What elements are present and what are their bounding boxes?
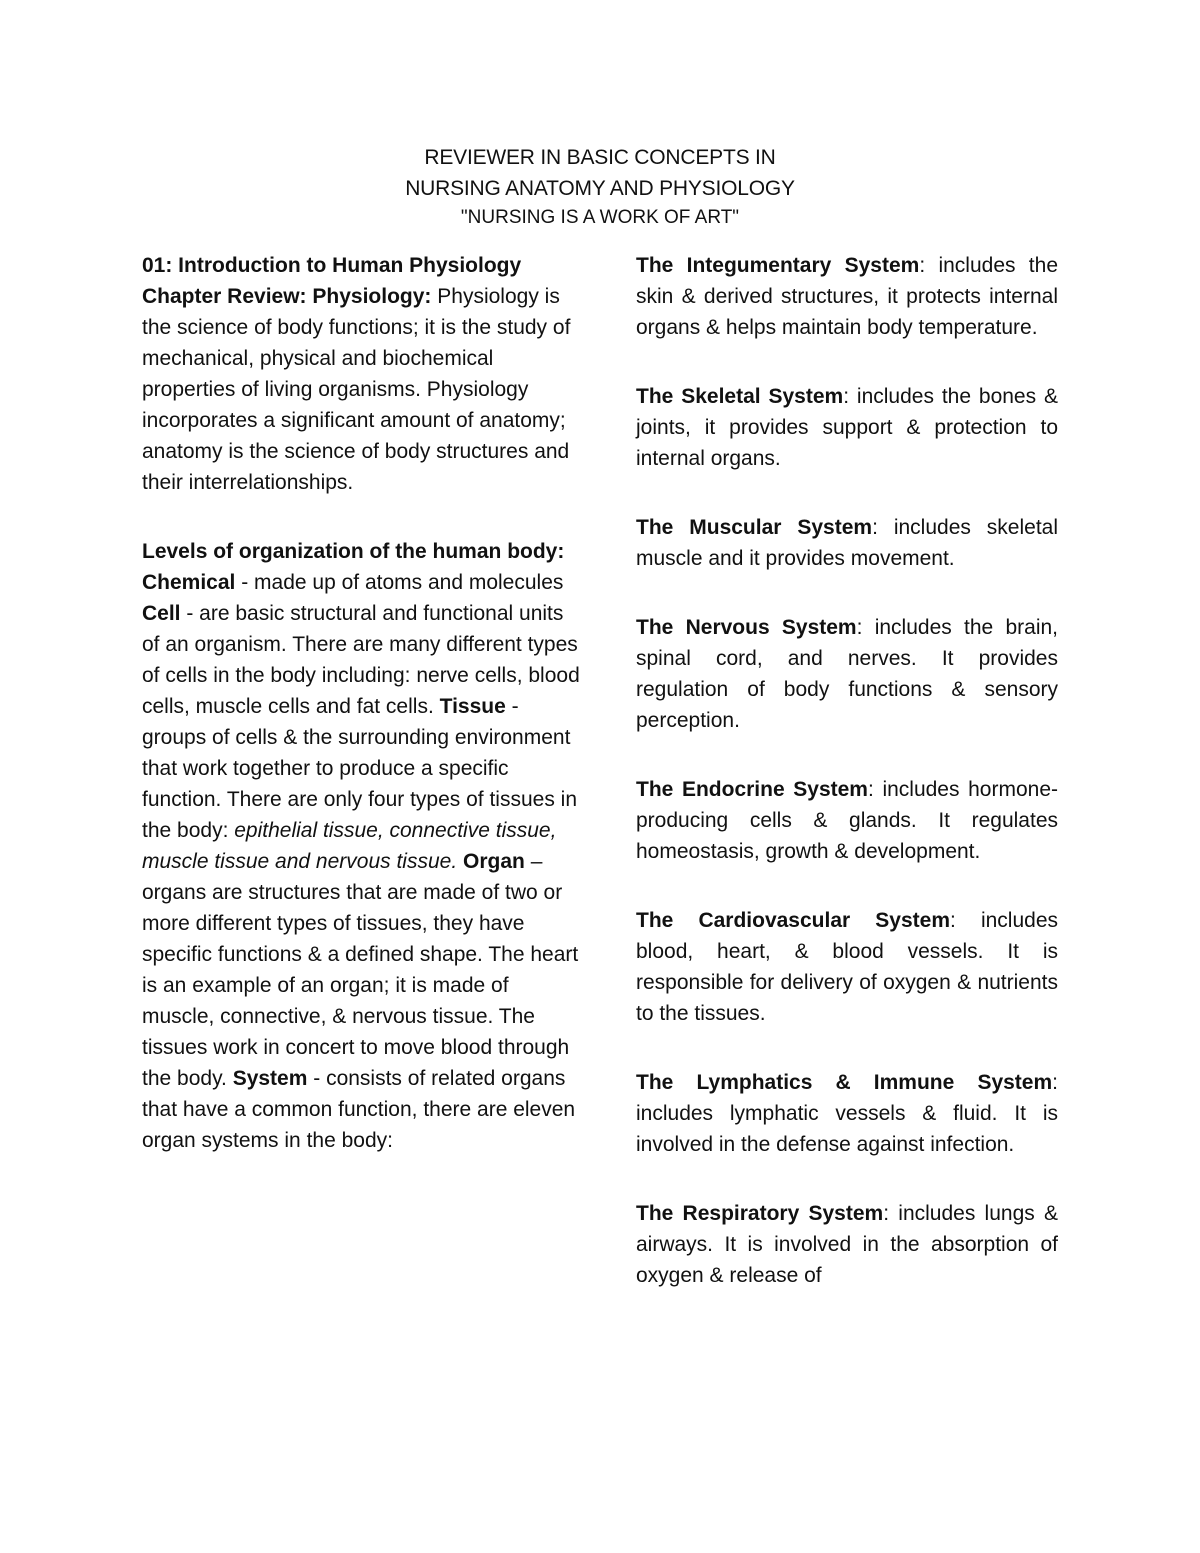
system-integumentary	[636, 250, 1058, 343]
system-description: : includes skeletal muscle and it provides movement.	[636, 516, 1058, 570]
system-nervous	[636, 612, 1058, 736]
system-cardiovascular	[636, 905, 1058, 1029]
cell-text: - are basic structural and functional units of an organism. There are many different types of cells in the body including: nerve cells, blood cells, muscle cells and fat cells.	[142, 602, 580, 718]
system-description: : includes the brain, spinal cord, and nerves. It provides regulation of body functions & sensory perception.	[636, 616, 1059, 732]
chemical-label: Chemical	[142, 571, 236, 594]
system-respiratory	[636, 1198, 1058, 1291]
system-description: : includes lymphatic vessels & fluid. It is involved in the defense against infection.	[636, 1071, 1058, 1156]
title-line-2: NURSING ANATOMY AND PHYSIOLOGY	[405, 177, 795, 200]
system-description: : includes hormone-producing cells & glands. It regulates homeostasis, growth & development.	[636, 778, 1058, 863]
system-name: The Skeletal System	[636, 385, 844, 408]
left-column	[142, 250, 582, 1156]
tissue-text: - groups of cells & the surrounding environment that work together to produce a specific function. There are only four types of tissues in the body:	[142, 695, 578, 842]
system-name: The Respiratory System	[636, 1202, 884, 1225]
physiology-paragraph	[142, 250, 582, 498]
document-header	[0, 142, 1200, 232]
physiology-label: Physiology:	[312, 285, 432, 308]
system-muscular	[636, 512, 1058, 574]
organ-label: Organ	[463, 850, 525, 873]
system-skeletal	[636, 381, 1058, 474]
levels-paragraph	[142, 536, 582, 1156]
tissue-types: epithelial tissue, connective tissue, muscle tissue and nervous tissue.	[142, 819, 557, 873]
system-description: : includes the bones & joints, it provides support & protection to internal organs.	[636, 385, 1058, 470]
title-line-1: REVIEWER IN BASIC CONCEPTS IN	[424, 146, 776, 169]
system-label: System	[232, 1067, 308, 1090]
chemical-text: - made up of atoms and molecules	[241, 571, 564, 594]
system-text: - consists of related organs that have a common function, there are eleven organ systems in the body:	[142, 1067, 576, 1152]
system-name: The Endocrine System	[636, 778, 868, 801]
system-description: : includes lungs & airways. It is involved in the absorption of oxygen & release of	[636, 1202, 1058, 1287]
right-column	[636, 250, 1058, 1291]
cell-label: Cell	[142, 602, 181, 625]
subtitle: "NURSING IS A WORK OF ART"	[460, 207, 740, 228]
system-name: The Muscular System	[636, 516, 873, 539]
system-name: The Nervous System	[636, 616, 857, 639]
levels-heading: Levels of organization of the human body:	[142, 540, 565, 563]
system-description: : includes the skin & derived structures, it protects internal organs & helps maintain body temperature.	[636, 254, 1058, 339]
system-name: The Lymphatics & Immune System	[636, 1071, 1053, 1094]
organ-text: – organs are structures that are made of two or more different types of tissues, they have specific functions & a defined shape. The heart is an example of an organ; it is made of muscle, connective, & nervous tissue. The tissues work in concert to move blood through the body.	[142, 850, 579, 1090]
system-name: The Cardiovascular System	[636, 909, 951, 932]
system-endocrine	[636, 774, 1058, 867]
system-name: The Integumentary System	[636, 254, 920, 277]
physiology-text: Physiology is the science of body functions; it is the study of mechanical, physical and biochemical properties of living organisms. Physiology incorporates a significant amount of anatomy; anatomy is the science of body structures and their interrelationships.	[142, 285, 571, 494]
spacer	[142, 498, 582, 536]
tissue-label: Tissue	[439, 695, 506, 718]
system-description: : includes blood, heart, & blood vessels. It is responsible for delivery of oxygen & nutrients to the tissues.	[636, 909, 1059, 1025]
chapter-heading: 01: Introduction to Human Physiology Chapter Review:	[142, 254, 522, 308]
system-lymphatics-immune	[636, 1067, 1058, 1160]
